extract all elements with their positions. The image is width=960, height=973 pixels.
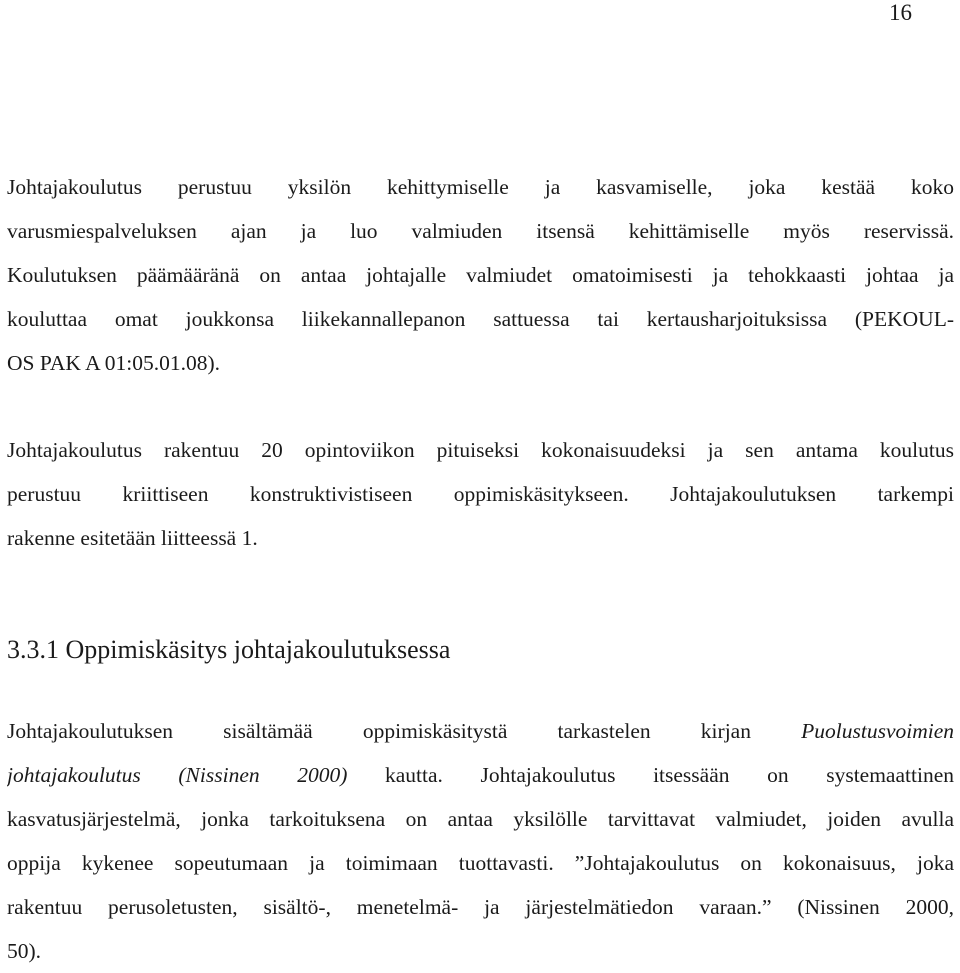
section-heading: 3.3.1 Oppimiskäsitys johtajakoulutuksessa [7, 635, 451, 664]
text-line: rakenne esitetään liitteessä 1. [7, 526, 258, 550]
text-line [7, 753, 954, 797]
book-title: Puolustusvoimien [801, 719, 954, 743]
text-segment: kautta. Johtajakoulutus itsessään on systemaattinen [384, 763, 954, 787]
text-line: Johtajakoulutus rakentuu 20 opintoviikon pituiseksi kokonaisuudeksi ja sen antama koulutus [7, 438, 954, 462]
page-number: 16 [889, 0, 912, 25]
paragraph-structure [7, 428, 954, 560]
text-line [7, 709, 954, 753]
text-line: varusmiespalveluksen ajan ja luo valmiuden itsensä kehittämiselle myös reservissä. [7, 219, 954, 243]
text-line: kasvatusjärjestelmä, jonka tarkoituksena on antaa yksilölle tarvittavat valmiudet, joiden avulla [7, 807, 954, 831]
text-line: 50). [7, 939, 42, 963]
text-line: rakentuu perusoletusten, sisältö-, menetelmä- ja järjestelmätiedon varaan.” (Nissinen 2000, [7, 895, 954, 919]
text-segment: Johtajakoulutuksen sisältämää oppimiskäsitystä tarkastelen kirjan [7, 719, 751, 743]
text-line: kouluttaa omat joukkonsa liikekannallepanon sattuessa tai kertausharjoituksissa (PEKOUL- [7, 307, 954, 331]
text-line: Johtajakoulutus perustuu yksilön kehittymiselle ja kasvamiselle, joka kestää koko [7, 175, 954, 199]
paragraph-intro [7, 165, 954, 385]
text-line: Koulutuksen päämääränä on antaa johtajalle valmiudet omatoimisesti ja tehokkaasti johtaa ja [7, 263, 954, 287]
text-line: OS PAK A 01:05.01.08). [7, 351, 221, 375]
text-line: perustuu kriittiseen konstruktivistiseen oppimiskäsitykseen. Johtajakoulutuksen tarkempi [7, 482, 954, 506]
paragraph-learning-concept [7, 709, 954, 973]
text-line: oppija kykenee sopeutumaan ja toimimaan tuottavasti. ”Johtajakoulutus on kokonaisuus, joka [7, 851, 954, 875]
book-title-citation: johtajakoulutus (Nissinen 2000) [7, 763, 348, 787]
